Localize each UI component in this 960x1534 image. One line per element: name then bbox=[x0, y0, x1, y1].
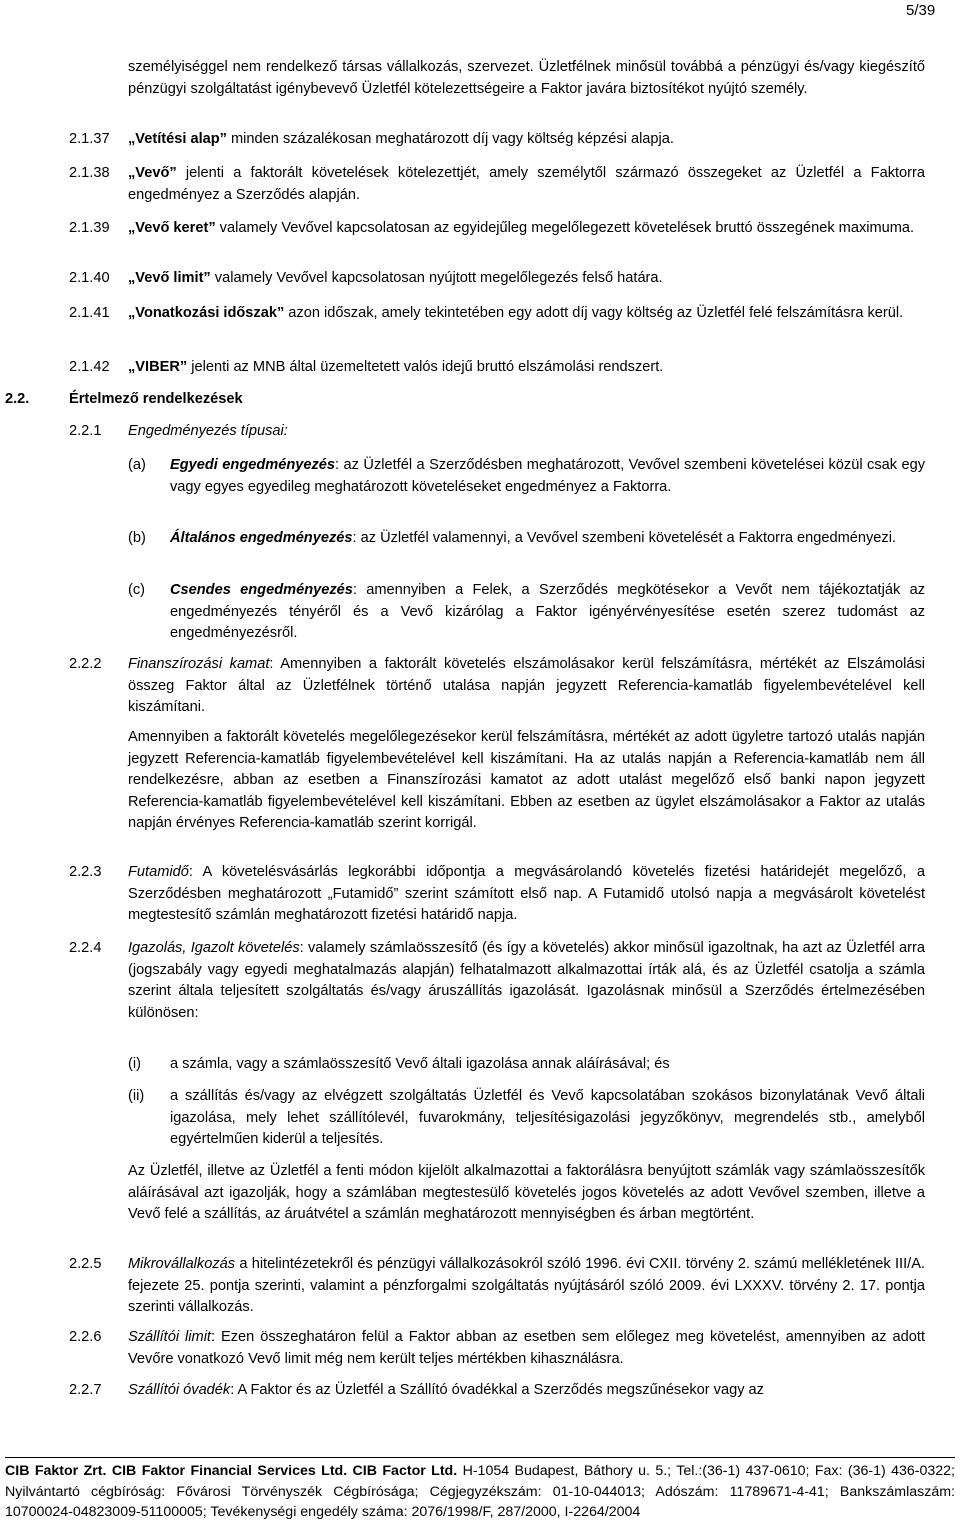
subsection-number: 2.2.1 bbox=[69, 423, 102, 439]
subsection-paragraph bbox=[128, 1327, 925, 1370]
def-term: „Vevő” bbox=[128, 165, 177, 181]
subsection-text: : A követelésvásárlás legkorábbi időpontja a megvásárolandó követelés fizetési határidejét megelőző, a Szerződésben meghatározott „Futamidő” szerint számított első nap. A Futamidő utolsó napja a megvásárolt követelést megtestesítő számlán meghatározott fizetési határidő napja. bbox=[128, 864, 925, 923]
page-number: 5/39 bbox=[906, 2, 936, 19]
def-text: jelenti az MNB által üzemeltetett valós idejű bruttó elszámolási rendszert. bbox=[187, 359, 664, 375]
def-text: minden százalékosan meghatározott díj vagy költség képzési alapja. bbox=[226, 131, 674, 147]
item-label: (b) bbox=[128, 530, 146, 546]
definition-item bbox=[128, 268, 925, 290]
list-item bbox=[170, 580, 925, 645]
def-number: 2.1.37 bbox=[69, 131, 110, 147]
def-term: „Vevő keret” bbox=[128, 220, 216, 236]
subsection-term: Finanszírozási kamat bbox=[128, 656, 270, 672]
subsection-number: 2.2.3 bbox=[69, 864, 102, 880]
list-item bbox=[170, 455, 925, 498]
subsection-term: Szállítói limit bbox=[128, 1329, 211, 1345]
intro-paragraph: személyiséggel nem rendelkező társas vállalkozás, szervezet. Üzletfélnek minősül továbbá a pénzügyi és/vagy kiegészítő pénzügyi szolgáltatást igénybevevő Üzletfél kötelezettségeire a Faktor javára biztosítékot nyújtó személy. bbox=[128, 59, 925, 97]
def-text: jelenti a faktorált követelések kötelezettjét, amely személytől származó összegeket az Üzletfél a Faktorra engedményez a Szerződés alapján. bbox=[128, 165, 925, 203]
definition-item bbox=[128, 303, 925, 325]
list-item: a szállítás és/vagy az elvégzett szolgáltatás Üzletfél és Vevő kapcsolatában szokásos bizonylatának Vevő általi igazolása, mely lehet szállítólevél, fuvarokmány, teljesítésigazolási jegyzőkönyv, megrendelés stb., amelyből egyértelműen kiderül a teljesítés. bbox=[170, 1088, 925, 1147]
subsection-paragraph bbox=[128, 862, 925, 927]
subsection-title: Engedményezés típusai: bbox=[128, 423, 288, 439]
definition-item bbox=[128, 163, 925, 206]
def-term: „Vevő limit” bbox=[128, 270, 211, 286]
subsection-term: Igazolás, Igazolt követelés bbox=[128, 940, 300, 956]
def-number: 2.1.39 bbox=[69, 220, 110, 236]
def-text: azon időszak, amely tekintetében egy adott díj vagy költség az Üzletfél felé felszámításra kerül. bbox=[284, 305, 904, 321]
item-label: (a) bbox=[128, 457, 146, 473]
subsection-text: : valamely számlaösszesítő (és így a követelés) akkor minősül igazoltnak, ha azt az Üzletfél arra (jogszabály vagy egyedi meghatalmazás alapján) felhatalmazott alkalmazottai írták alá, és az Üzletfél csatolja a számla szerint általa teljesített szolgáltatás és/vagy áruszállítás igazolását. Igazolásnak minősül a Szerződés értelmezésében különösen: bbox=[128, 940, 925, 1021]
subsection-term: Szállítói óvadék bbox=[128, 1382, 231, 1398]
subsection-number: 2.2.6 bbox=[69, 1329, 102, 1345]
item-label: (ii) bbox=[128, 1088, 145, 1104]
def-number: 2.1.42 bbox=[69, 359, 110, 375]
page-footer bbox=[5, 1461, 955, 1523]
subsection-text: : Ezen összeghatáron felül a Faktor abban az esetben sem előlegez meg követelést, amennyiben az adott Vevőre vonatkozó Vevő limit még nem került teljes mértékben kihasználásra. bbox=[128, 1329, 926, 1367]
footer-divider bbox=[5, 1457, 955, 1458]
def-number: 2.1.40 bbox=[69, 270, 110, 286]
paragraph: Amennyiben a faktorált követelés megelőlegezésekor kerül felszámításra, mértékét az adott ügyletre tartozó utalás napján jegyzett Referencia-kamatláb figyelembevételével kell kiszámítani. Ha az utalás napján a Referencia-kamatláb nem áll rendelkezésre, abban az esetben a Finanszírozási kamatot az adott utalást megelőző első banki napon jegyzett Referencia-kamatláb figyelembevételével kell kiszámítani. Ebben az esetben az ügylet elszámolásakor a Faktor az utalás napján érvényes Referencia-kamatláb szerint korrigál. bbox=[128, 729, 925, 831]
def-text: valamely Vevővel kapcsolatosan az egyidejűleg megelőlegezett követelések bruttó összegének maximuma. bbox=[215, 220, 915, 236]
list-item: a számla, vagy a számlaösszesítő Vevő általi igazolása annak aláírásával; és bbox=[170, 1056, 670, 1072]
def-number: 2.1.41 bbox=[69, 305, 110, 321]
subsection-number: 2.2.4 bbox=[69, 940, 102, 956]
subsection-paragraph bbox=[128, 938, 925, 1024]
subsection-term: Mikrovállalkozás bbox=[128, 1256, 236, 1272]
def-term: „Vetítési alap” bbox=[128, 131, 227, 147]
section-title: Értelmező rendelkezések bbox=[69, 391, 243, 407]
item-text: : az Üzletfél a Szerződésben meghatározott, Vevővel szembeni követelései közül csak egy vagy egyes egyedileg meghatározott követeléseket engedményez a Faktorra. bbox=[170, 457, 925, 495]
subsection-paragraph bbox=[128, 654, 925, 719]
subsection-text: a hitelintézetekről és pénzügyi vállalkozásokról szóló 1996. évi CXII. törvény 2. számú mellékletének III/A. fejezete 25. pontja szerinti, valamint a pénzforgalmi szolgáltatás nyújtásáról szóló 2009. évi LXXXV. törvény 2. 17. pontja szerinti vállalkozás. bbox=[128, 1256, 925, 1315]
definition-item bbox=[128, 357, 925, 379]
item-term: Általános engedményezés bbox=[170, 530, 353, 546]
subsection-paragraph bbox=[128, 1254, 925, 1319]
item-text: : az Üzletfél valamennyi, a Vevővel szembeni követelését a Faktorra engedményezi. bbox=[352, 530, 896, 546]
section-number: 2.2. bbox=[5, 391, 30, 407]
def-term: „VIBER” bbox=[128, 359, 188, 375]
definition-item bbox=[128, 129, 925, 151]
subsection-number: 2.2.2 bbox=[69, 656, 102, 672]
item-label: (i) bbox=[128, 1056, 141, 1072]
subsection-text: : Amennyiben a faktorált követelés elszámolásakor kerül felszámításra, mértékét az Elszámolási összeg Faktor által az Üzletfélnek történő utalása napján jegyzett Referencia-kamatláb figyelembevételével kell kiszámítani. bbox=[128, 656, 925, 715]
subsection-number: 2.2.7 bbox=[69, 1382, 102, 1398]
subsection-term: Futamidő bbox=[128, 864, 189, 880]
item-label: (c) bbox=[128, 582, 146, 598]
def-text: valamely Vevővel kapcsolatosan nyújtott megelőlegezés felső határa. bbox=[210, 270, 663, 286]
footer-details: H-1054 Budapest, Báthory u. 5.; Tel.:(36-1) 437-0610; Fax: (36-1) 436-0322; Nyilvántartó cégbíróság: Fővárosi Törvényszék Cégbírósága; Cégjegyzékszám: 01-10-044013; Adószám: 11789671-4-41; Bankszámlaszám: 10700024-04823009-51100005; Tevékenységi engedély száma: 2076/1998/F, 287/2000, I-2264/2004 bbox=[5, 1463, 955, 1520]
item-text: : amennyiben a Felek, a Szerződés megkötésekor a Vevőt nem tájékoztatják az engedményezés tényéről és a Vevő kizárólag a Faktor igényérvényesítése esetén szerez tudomást az engedményezésről. bbox=[170, 582, 925, 641]
item-term: Csendes engedményezés bbox=[170, 582, 353, 598]
item-term: Egyedi engedményezés bbox=[170, 457, 336, 473]
list-item bbox=[170, 528, 925, 550]
subsection-number: 2.2.5 bbox=[69, 1256, 102, 1272]
footer-company: CIB Faktor Zrt. CIB Faktor Financial Services Ltd. CIB Factor Ltd. bbox=[5, 1463, 458, 1479]
subsection-paragraph bbox=[128, 1380, 925, 1402]
paragraph: Az Üzletfél, illetve az Üzletfél a fenti módon kijelölt alkalmazottai a faktorálásra benyújtott számlák vagy számlaösszesítők aláírásával azt igazolják, hogy a számlában megtestesülő követelés jogos követelés az adott Vevővel szemben, illetve a Vevő felé a szállítás, az áruátvétel a számlán meghatározott mennyiségben és árban megtörtént. bbox=[128, 1163, 925, 1222]
definition-item bbox=[128, 218, 925, 240]
def-number: 2.1.38 bbox=[69, 165, 110, 181]
def-term: „Vonatkozási időszak” bbox=[128, 305, 285, 321]
subsection-text: : A Faktor és az Üzletfél a Szállító óvadékkal a Szerződés megszűnésekor vagy az bbox=[230, 1382, 764, 1398]
